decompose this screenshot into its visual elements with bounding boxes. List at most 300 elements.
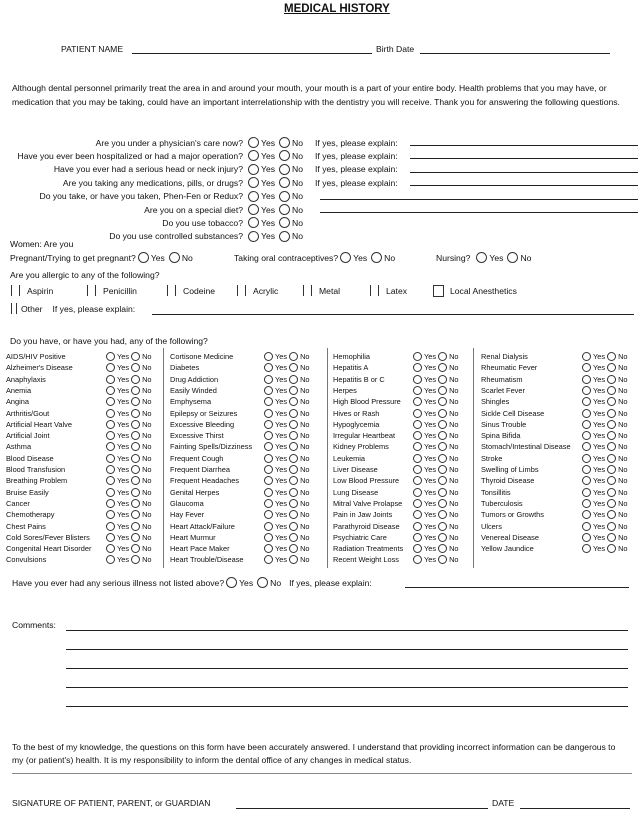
condition-yes-no — [580, 352, 628, 361]
condition-no-radio[interactable] — [131, 420, 140, 429]
condition-yes-radio[interactable] — [106, 454, 115, 463]
condition-no-radio[interactable] — [607, 544, 616, 553]
condition-yes-radio[interactable] — [106, 544, 115, 553]
condition-label: Chest Pains — [6, 521, 46, 531]
no-label: No — [292, 164, 304, 175]
nursing-yes-radio[interactable] — [476, 252, 487, 263]
allergy-checkbox[interactable] — [370, 285, 372, 296]
no-radio[interactable] — [279, 204, 290, 215]
explain-field[interactable] — [410, 172, 638, 173]
condition-no-radio[interactable] — [289, 363, 298, 372]
condition-row — [481, 487, 628, 498]
yes-label: Yes — [593, 408, 606, 418]
condition-no-radio[interactable] — [607, 375, 616, 384]
condition-yes-radio[interactable] — [106, 522, 115, 531]
condition-no-radio[interactable] — [131, 476, 140, 485]
condition-no-radio[interactable] — [438, 499, 447, 508]
condition-no-radio[interactable] — [289, 499, 298, 508]
condition-no-radio[interactable] — [607, 533, 616, 542]
condition-no-radio[interactable] — [607, 420, 616, 429]
condition-no-radio[interactable] — [438, 465, 447, 474]
condition-yes-radio[interactable] — [264, 386, 273, 395]
condition-yes-radio[interactable] — [582, 352, 591, 361]
condition-yes-radio[interactable] — [582, 431, 591, 440]
signature-field[interactable] — [236, 808, 488, 809]
serious-illness-yes-radio[interactable] — [226, 577, 237, 588]
condition-no-radio[interactable] — [131, 431, 140, 440]
no-label: No — [618, 521, 628, 531]
condition-no-radio[interactable] — [438, 420, 447, 429]
no-radio[interactable] — [279, 150, 290, 161]
yes-radio[interactable] — [248, 231, 259, 242]
condition-no-radio[interactable] — [131, 533, 140, 542]
condition-row — [481, 408, 628, 419]
condition-no-radio[interactable] — [289, 431, 298, 440]
yes-label: Yes — [275, 510, 288, 520]
condition-label: Thyroid Disease — [481, 476, 535, 486]
condition-no-radio[interactable] — [289, 442, 298, 451]
condition-yes-radio[interactable] — [264, 544, 273, 553]
condition-yes-radio[interactable] — [264, 499, 273, 508]
comments-line[interactable] — [66, 687, 628, 688]
condition-no-radio[interactable] — [289, 397, 298, 406]
condition-no-radio[interactable] — [289, 476, 298, 485]
no-label: No — [142, 352, 152, 362]
yes-label: Yes — [117, 408, 130, 418]
yes-label: Yes — [275, 385, 288, 395]
explain-field[interactable] — [410, 185, 638, 186]
condition-yes-radio[interactable] — [582, 510, 591, 519]
condition-yes-no — [104, 522, 152, 531]
condition-yes-no — [262, 420, 310, 429]
condition-yes-no — [411, 386, 459, 395]
serious-illness-no-radio[interactable] — [257, 577, 268, 588]
no-label: No — [618, 465, 628, 475]
condition-yes-radio[interactable] — [106, 465, 115, 474]
yes-label: Yes — [424, 374, 437, 384]
yes-label: Yes — [117, 419, 130, 429]
condition-no-radio[interactable] — [438, 533, 447, 542]
serious-illness-explain-field[interactable] — [405, 587, 629, 588]
condition-no-radio[interactable] — [607, 386, 616, 395]
condition-no-radio[interactable] — [289, 386, 298, 395]
condition-yes-radio[interactable] — [264, 352, 273, 361]
condition-yes-radio[interactable] — [264, 363, 273, 372]
condition-yes-radio[interactable] — [413, 352, 422, 361]
condition-label: Liver Disease — [333, 465, 378, 475]
allergy-checkbox[interactable] — [11, 285, 13, 296]
condition-yes-radio[interactable] — [413, 533, 422, 542]
condition-no-radio[interactable] — [607, 510, 616, 519]
question-text: Are you taking any medications, pills, or drugs? — [62, 177, 243, 188]
yes-label: Yes — [424, 544, 437, 554]
condition-no-radio[interactable] — [438, 544, 447, 553]
condition-no-radio[interactable] — [131, 409, 140, 418]
yes-radio[interactable] — [248, 150, 259, 161]
condition-no-radio[interactable] — [289, 555, 298, 564]
no-label: No — [618, 544, 628, 554]
condition-no-radio[interactable] — [131, 375, 140, 384]
condition-yes-radio[interactable] — [106, 409, 115, 418]
condition-yes-radio[interactable] — [582, 375, 591, 384]
condition-yes-radio[interactable] — [413, 409, 422, 418]
yes-label: Yes — [117, 363, 130, 373]
condition-yes-radio[interactable] — [413, 431, 422, 440]
condition-yes-radio[interactable] — [582, 386, 591, 395]
no-label: No — [300, 453, 310, 463]
explain-field[interactable] — [410, 145, 638, 146]
condition-yes-radio[interactable] — [106, 488, 115, 497]
no-radio[interactable] — [279, 177, 290, 188]
yes-label: Yes — [593, 532, 606, 542]
condition-no-radio[interactable] — [607, 352, 616, 361]
condition-no-radio[interactable] — [131, 454, 140, 463]
yes-label: Yes — [593, 453, 606, 463]
allergy-checkbox[interactable] — [303, 285, 305, 296]
no-radio[interactable] — [279, 217, 290, 228]
yes-label: Yes — [261, 137, 276, 148]
condition-yes-no — [580, 476, 628, 485]
yes-radio[interactable] — [248, 204, 259, 215]
condition-row — [6, 362, 152, 373]
condition-no-radio[interactable] — [607, 397, 616, 406]
comments-line[interactable] — [66, 668, 628, 669]
allergy-checkbox[interactable] — [237, 285, 239, 296]
contraceptives-yes-radio[interactable] — [340, 252, 351, 263]
condition-no-radio[interactable] — [289, 375, 298, 384]
condition-no-radio[interactable] — [607, 488, 616, 497]
explain-field[interactable] — [410, 158, 638, 159]
condition-yes-radio[interactable] — [264, 522, 273, 531]
condition-label: Venereal Disease — [481, 532, 539, 542]
yes-label: Yes — [353, 252, 368, 263]
condition-yes-radio[interactable] — [264, 442, 273, 451]
condition-no-radio[interactable] — [289, 465, 298, 474]
patient-name-field[interactable] — [132, 53, 372, 54]
no-radio[interactable] — [279, 231, 290, 242]
no-label: No — [292, 231, 304, 242]
condition-no-radio[interactable] — [131, 397, 140, 406]
condition-yes-radio[interactable] — [582, 409, 591, 418]
no-radio[interactable] — [279, 137, 290, 148]
yes-radio[interactable] — [248, 191, 259, 202]
no-radio[interactable] — [279, 164, 290, 175]
yes-label: Yes — [117, 510, 130, 520]
no-label: No — [142, 374, 152, 384]
explain-field[interactable] — [320, 212, 638, 213]
condition-yes-no — [411, 544, 459, 553]
condition-no-radio[interactable] — [438, 363, 447, 372]
condition-yes-radio[interactable] — [413, 499, 422, 508]
condition-yes-radio[interactable] — [106, 420, 115, 429]
condition-yes-radio[interactable] — [582, 476, 591, 485]
women-label: Women: Are you — [10, 239, 74, 249]
allergy-checkbox-edge — [175, 285, 177, 296]
condition-no-radio[interactable] — [438, 375, 447, 384]
condition-yes-radio[interactable] — [106, 386, 115, 395]
condition-row — [170, 543, 310, 554]
other-checkbox[interactable] — [11, 303, 13, 314]
condition-no-radio[interactable] — [131, 510, 140, 519]
condition-yes-radio[interactable] — [106, 510, 115, 519]
condition-yes-no — [262, 454, 310, 463]
other-explain-field[interactable] — [152, 314, 634, 315]
condition-yes-no — [580, 442, 628, 451]
yes-radio[interactable] — [248, 164, 259, 175]
condition-no-radio[interactable] — [289, 352, 298, 361]
birth-date-label: Birth Date — [376, 44, 415, 54]
condition-label: Hepatitis B or C — [333, 374, 385, 384]
condition-yes-radio[interactable] — [106, 352, 115, 361]
condition-yes-radio[interactable] — [413, 476, 422, 485]
yes-label: Yes — [593, 419, 606, 429]
yes-label: Yes — [593, 352, 606, 362]
yes-label: Yes — [424, 442, 437, 452]
yes-label: Yes — [593, 476, 606, 486]
condition-yes-radio[interactable] — [264, 476, 273, 485]
condition-yes-radio[interactable] — [264, 555, 273, 564]
condition-yes-radio[interactable] — [264, 431, 273, 440]
condition-no-radio[interactable] — [289, 409, 298, 418]
condition-label: Heart Pace Maker — [170, 544, 230, 554]
condition-no-radio[interactable] — [438, 454, 447, 463]
condition-no-radio[interactable] — [438, 476, 447, 485]
condition-yes-radio[interactable] — [582, 499, 591, 508]
condition-label: Rheumatic Fever — [481, 363, 538, 373]
nursing-no-radio[interactable] — [507, 252, 518, 263]
condition-row — [481, 543, 628, 554]
comments-line[interactable] — [66, 706, 628, 707]
condition-yes-radio[interactable] — [106, 375, 115, 384]
yes-label: Yes — [489, 252, 504, 263]
explain-field[interactable] — [320, 199, 638, 200]
condition-label: Spina Bifida — [481, 431, 521, 441]
condition-yes-radio[interactable] — [264, 397, 273, 406]
comments-line[interactable] — [66, 649, 628, 650]
condition-yes-radio[interactable] — [413, 454, 422, 463]
no-label: No — [142, 498, 152, 508]
condition-yes-radio[interactable] — [264, 375, 273, 384]
condition-no-radio[interactable] — [438, 442, 447, 451]
contraceptives-no-radio[interactable] — [371, 252, 382, 263]
condition-yes-radio[interactable] — [413, 397, 422, 406]
condition-label: Excessive Thirst — [170, 431, 224, 441]
condition-no-radio[interactable] — [607, 409, 616, 418]
condition-no-radio[interactable] — [131, 363, 140, 372]
condition-row — [6, 385, 152, 396]
yes-label: Yes — [275, 442, 288, 452]
condition-yes-radio[interactable] — [582, 544, 591, 553]
condition-no-radio[interactable] — [607, 499, 616, 508]
condition-label: Sinus Trouble — [481, 419, 527, 429]
condition-no-radio[interactable] — [438, 386, 447, 395]
yes-label: Yes — [117, 352, 130, 362]
no-label: No — [449, 487, 459, 497]
condition-yes-radio[interactable] — [582, 397, 591, 406]
condition-yes-radio[interactable] — [106, 442, 115, 451]
condition-no-radio[interactable] — [131, 499, 140, 508]
no-label: No — [449, 544, 459, 554]
no-label: No — [300, 419, 310, 429]
no-label: No — [300, 385, 310, 395]
condition-yes-radio[interactable] — [582, 522, 591, 531]
no-label: No — [618, 487, 628, 497]
condition-yes-radio[interactable] — [413, 375, 422, 384]
condition-no-radio[interactable] — [607, 522, 616, 531]
yes-label: Yes — [424, 453, 437, 463]
condition-yes-radio[interactable] — [264, 454, 273, 463]
question-row — [0, 149, 398, 162]
condition-yes-radio[interactable] — [264, 409, 273, 418]
condition-yes-radio[interactable] — [413, 488, 422, 497]
condition-yes-radio[interactable] — [106, 397, 115, 406]
condition-yes-radio[interactable] — [582, 533, 591, 542]
condition-no-radio[interactable] — [289, 544, 298, 553]
condition-yes-radio[interactable] — [264, 533, 273, 542]
no-label: No — [449, 419, 459, 429]
condition-yes-radio[interactable] — [106, 533, 115, 542]
condition-yes-radio[interactable] — [264, 420, 273, 429]
condition-yes-radio[interactable] — [582, 363, 591, 372]
pregnant-no-radio[interactable] — [169, 252, 180, 263]
no-label: No — [142, 532, 152, 542]
condition-yes-radio[interactable] — [413, 510, 422, 519]
condition-label: Pain in Jaw Joints — [333, 510, 393, 520]
no-label: No — [449, 352, 459, 362]
condition-yes-radio[interactable] — [413, 386, 422, 395]
condition-row — [333, 543, 459, 554]
condition-yes-radio[interactable] — [106, 476, 115, 485]
allergy-label: Codeine — [183, 285, 216, 296]
condition-label: Heart Attack/Failure — [170, 521, 235, 531]
yes-label: Yes — [275, 465, 288, 475]
date-field[interactable] — [520, 808, 630, 809]
condition-yes-radio[interactable] — [582, 465, 591, 474]
condition-yes-radio[interactable] — [413, 555, 422, 564]
condition-yes-no — [262, 409, 310, 418]
condition-label: Angina — [6, 397, 30, 407]
condition-yes-radio[interactable] — [413, 465, 422, 474]
condition-no-radio[interactable] — [289, 522, 298, 531]
condition-row — [170, 441, 310, 452]
no-label: No — [292, 150, 304, 161]
allergy-checkbox[interactable] — [87, 285, 89, 296]
condition-no-radio[interactable] — [289, 454, 298, 463]
allergy-checkbox[interactable] — [167, 285, 169, 296]
condition-row — [6, 396, 152, 407]
condition-no-radio[interactable] — [607, 442, 616, 451]
no-label: No — [142, 397, 152, 407]
yes-radio[interactable] — [248, 177, 259, 188]
no-label: No — [300, 431, 310, 441]
condition-yes-radio[interactable] — [106, 431, 115, 440]
condition-row — [170, 475, 310, 486]
condition-yes-radio[interactable] — [413, 420, 422, 429]
condition-no-radio[interactable] — [131, 544, 140, 553]
divider — [12, 773, 632, 774]
condition-no-radio[interactable] — [438, 488, 447, 497]
allergy-label: Aspirin — [27, 285, 54, 296]
condition-yes-radio[interactable] — [413, 363, 422, 372]
condition-no-radio[interactable] — [289, 420, 298, 429]
yes-label: Yes — [424, 385, 437, 395]
condition-no-radio[interactable] — [607, 454, 616, 463]
allergy-other — [8, 303, 135, 314]
comments-line[interactable] — [66, 630, 628, 631]
condition-yes-radio[interactable] — [106, 363, 115, 372]
condition-no-radio[interactable] — [607, 363, 616, 372]
allergy-checkbox[interactable] — [433, 285, 444, 297]
condition-no-radio[interactable] — [438, 522, 447, 531]
condition-no-radio[interactable] — [607, 431, 616, 440]
condition-yes-radio[interactable] — [582, 454, 591, 463]
condition-no-radio[interactable] — [289, 488, 298, 497]
condition-label: Cold Sores/Fever Blisters — [6, 532, 90, 542]
condition-no-radio[interactable] — [438, 510, 447, 519]
condition-yes-radio[interactable] — [582, 442, 591, 451]
condition-no-radio[interactable] — [131, 352, 140, 361]
yes-label: Yes — [117, 374, 130, 384]
condition-yes-radio[interactable] — [413, 544, 422, 553]
yes-label: Yes — [117, 521, 130, 531]
condition-no-radio[interactable] — [131, 442, 140, 451]
condition-no-radio[interactable] — [438, 397, 447, 406]
condition-yes-radio[interactable] — [264, 510, 273, 519]
no-label: No — [270, 577, 282, 588]
condition-yes-radio[interactable] — [106, 499, 115, 508]
pregnant-yes-radio[interactable] — [138, 252, 149, 263]
condition-no-radio[interactable] — [131, 522, 140, 531]
condition-no-radio[interactable] — [438, 352, 447, 361]
no-label: No — [142, 431, 152, 441]
condition-no-radio[interactable] — [131, 488, 140, 497]
nursing-question — [436, 252, 531, 263]
condition-yes-no — [104, 386, 152, 395]
condition-label: High Blood Pressure — [333, 397, 401, 407]
condition-no-radio[interactable] — [438, 409, 447, 418]
condition-yes-radio[interactable] — [582, 488, 591, 497]
nursing-label: Nursing? — [436, 252, 471, 263]
condition-row — [333, 351, 459, 362]
condition-label: Stroke — [481, 453, 503, 463]
condition-label: Lung Disease — [333, 487, 379, 497]
condition-no-radio[interactable] — [131, 555, 140, 564]
condition-yes-radio[interactable] — [413, 442, 422, 451]
condition-no-radio[interactable] — [289, 533, 298, 542]
condition-row — [481, 374, 628, 385]
condition-no-radio[interactable] — [131, 465, 140, 474]
birth-date-field[interactable] — [420, 53, 610, 54]
date-label: DATE — [492, 798, 515, 808]
condition-yes-radio[interactable] — [106, 555, 115, 564]
condition-no-radio[interactable] — [438, 431, 447, 440]
no-radio[interactable] — [279, 191, 290, 202]
condition-no-radio[interactable] — [607, 465, 616, 474]
condition-no-radio[interactable] — [289, 510, 298, 519]
yes-radio[interactable] — [248, 137, 259, 148]
condition-no-radio[interactable] — [607, 476, 616, 485]
yes-radio[interactable] — [248, 217, 259, 228]
condition-label: Hives or Rash — [333, 408, 380, 418]
allergy-label: Local Anesthetics — [450, 286, 517, 296]
condition-yes-radio[interactable] — [582, 420, 591, 429]
condition-yes-radio[interactable] — [264, 465, 273, 474]
condition-no-radio[interactable] — [438, 555, 447, 564]
condition-yes-no — [580, 465, 628, 474]
condition-yes-radio[interactable] — [264, 488, 273, 497]
condition-no-radio[interactable] — [131, 386, 140, 395]
condition-yes-radio[interactable] — [413, 522, 422, 531]
